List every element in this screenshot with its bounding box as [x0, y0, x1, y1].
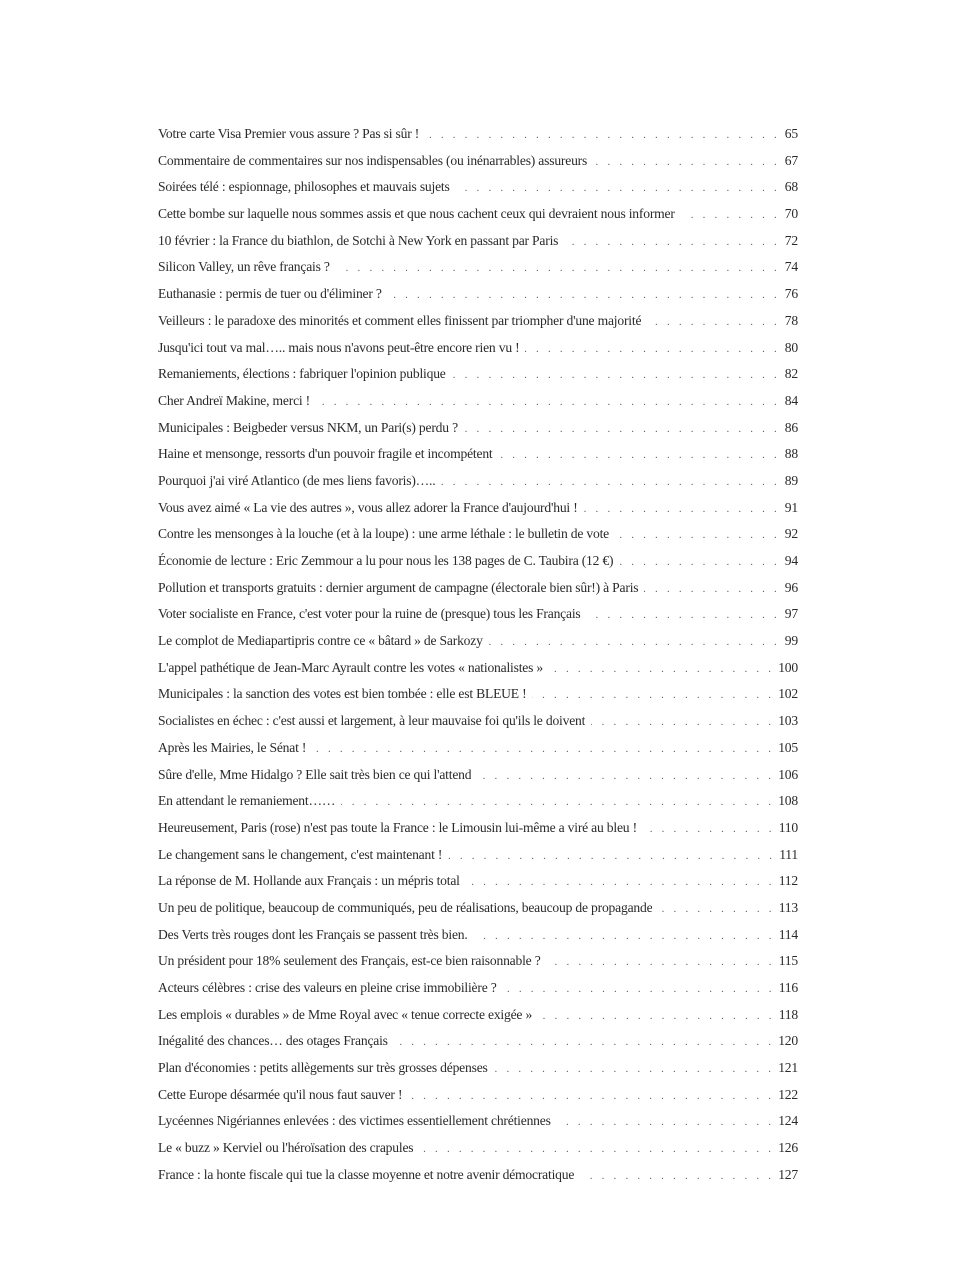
toc-dot-leader	[619, 549, 780, 576]
toc-entry	[158, 575, 798, 602]
toc-dot-leader	[591, 709, 774, 736]
toc-entry-page-number: 114	[778, 926, 798, 942]
toc-entry	[158, 388, 798, 415]
toc-entry	[158, 681, 798, 708]
toc-entry	[158, 468, 798, 495]
toc-dot-leader	[593, 149, 780, 176]
toc-entry-page-number: 102	[778, 686, 798, 702]
toc-entry	[158, 1162, 798, 1189]
toc-entry-page-number: 105	[778, 739, 798, 755]
toc-entry	[158, 1002, 798, 1029]
toc-entry-page-number: 76	[784, 286, 798, 302]
toc-entry-page-number: 112	[778, 873, 798, 889]
toc-entry-page-number: 110	[778, 819, 798, 835]
toc-entry	[158, 815, 798, 842]
toc-entry	[158, 655, 798, 682]
toc-entry-page-number: 122	[778, 1086, 798, 1102]
toc-entry-title: Les emplois « durables » de Mme Royal avec « tenue correcte exigée »	[158, 1006, 533, 1022]
toc-entry	[158, 548, 798, 575]
toc-entry-title: Vous avez aimé « La vie des autres », vous allez adorer la France d'aujourd'hui !	[158, 499, 578, 515]
toc-entry-title: En attendant le remaniement……	[158, 793, 336, 809]
toc-dot-leader	[489, 629, 780, 656]
toc-entry-page-number: 78	[784, 312, 798, 328]
toc-dot-leader	[336, 255, 780, 282]
toc-entry-title: Après les Mairies, le Sénat !	[158, 739, 307, 755]
toc-dot-leader	[658, 896, 774, 923]
toc-dot-leader	[615, 522, 780, 549]
toc-entry-title: Cette bombe sur laquelle nous sommes assis et que nous cachent ceux qui devraient nous informer	[158, 206, 675, 222]
toc-entry	[158, 1082, 798, 1109]
toc-entry	[158, 201, 798, 228]
toc-dot-leader	[341, 789, 774, 816]
toc-dot-leader	[316, 389, 780, 416]
toc-entry-page-number: 99	[784, 633, 798, 649]
toc-entry	[158, 601, 798, 628]
toc-entry-page-number: 113	[778, 899, 798, 915]
toc-entry	[158, 948, 798, 975]
toc-entry-title: Voter socialiste en France, c'est voter pour la ruine de (presque) tous les Français	[158, 606, 581, 622]
toc-entry-page-number: 72	[784, 232, 798, 248]
toc-entry	[158, 868, 798, 895]
toc-entry-title: Euthanasie : permis de tuer ou d'éliminer ?	[158, 286, 382, 302]
toc-entry	[158, 335, 798, 362]
toc-entry	[158, 762, 798, 789]
toc-entry-page-number: 92	[784, 526, 798, 542]
toc-entry-title: France : la honte fiscale qui tue la classe moyenne et notre avenir démocratique	[158, 1166, 575, 1182]
toc-entry-title: Pourquoi j'ai viré Atlantico (de mes liens favoris)…..	[158, 472, 436, 488]
toc-entry-page-number: 126	[778, 1140, 798, 1156]
toc-dot-leader	[580, 1163, 774, 1190]
toc-entry-page-number: 115	[778, 953, 798, 969]
toc-dot-leader	[584, 496, 780, 523]
toc-dot-leader	[474, 923, 775, 950]
toc-entry	[158, 735, 798, 762]
toc-dot-leader	[644, 576, 780, 603]
toc-entry	[158, 254, 798, 281]
toc-entry	[158, 281, 798, 308]
toc-entry	[158, 415, 798, 442]
toc-entry-title: Un président pour 18% seulement des Français, est-ce bien raisonnable ?	[158, 953, 541, 969]
toc-dot-leader	[456, 175, 780, 202]
toc-entry-title: Jusqu'ici tout va mal….. mais nous n'avons peut-être encore rien vu !	[158, 339, 520, 355]
toc-entry-title: Des Verts très rouges dont les Français se passent très bien.	[158, 926, 468, 942]
toc-entry-title: Le changement sans le changement, c'est maintenant !	[158, 846, 443, 862]
toc-entry	[158, 895, 798, 922]
toc-entry-title: Veilleurs : le paradoxe des minorités et comment elles finissent par triompher d'une majorité	[158, 312, 642, 328]
toc-entry	[158, 842, 798, 869]
toc-entry	[158, 628, 798, 655]
toc-entry-title: Économie de lecture : Eric Zemmour a lu pour nous les 138 pages de C. Taubira (12 €)	[158, 553, 614, 568]
toc-entry-title: Cette Europe désarmée qu'il nous faut sauver !	[158, 1086, 403, 1102]
toc-entry-page-number: 82	[784, 366, 798, 382]
toc-entry-title: Cher Andreï Makine, merci !	[158, 392, 311, 408]
toc-dot-leader	[441, 469, 780, 496]
toc-entry-page-number: 65	[784, 126, 798, 141]
toc-dot-leader	[503, 976, 775, 1003]
toc-entry	[158, 121, 798, 148]
toc-entry-title: Le « buzz » Kerviel ou l'héroïsation des crapules	[158, 1140, 414, 1156]
toc-entry-page-number: 127	[778, 1166, 798, 1182]
toc-entry	[158, 1135, 798, 1162]
toc-entry-title: Le complot de Mediapartipris contre ce « bâtard » de Sarkozy	[158, 633, 483, 649]
toc-entry-title: Haine et mensonge, ressorts d'un pouvoir fragile et incompétent	[158, 446, 493, 462]
toc-dot-leader	[557, 1109, 775, 1136]
toc-entry	[158, 1108, 798, 1135]
toc-dot-leader	[587, 602, 780, 629]
toc-entry-title: Votre carte Visa Premier vous assure ? Pas si sûr !	[158, 126, 420, 141]
toc-entry-title: Sûre d'elle, Mme Hidalgo ? Elle sait très bien ce qui l'attend	[158, 766, 472, 782]
toc-entry-page-number: 120	[778, 1033, 798, 1049]
toc-entry	[158, 922, 798, 949]
toc-dot-leader	[419, 1136, 774, 1163]
toc-entry	[158, 361, 798, 388]
toc-dot-leader	[466, 869, 775, 896]
toc-entry-page-number: 106	[778, 766, 798, 782]
toc-dot-leader	[452, 362, 780, 389]
toc-entry-page-number: 74	[784, 259, 798, 275]
toc-entry-page-number: 88	[784, 446, 798, 462]
toc-entry-page-number: 121	[778, 1060, 798, 1076]
toc-dot-leader	[312, 736, 774, 763]
toc-entry-page-number: 80	[784, 339, 798, 355]
toc-entry-page-number: 116	[778, 980, 798, 995]
toc-dot-leader	[525, 336, 780, 363]
toc-entry-page-number: 97	[784, 606, 798, 622]
toc-entry-title: Heureusement, Paris (rose) n'est pas toute la France : le Limousin lui-même a viré au bleu !	[158, 819, 637, 835]
toc-entry-title: Un peu de politique, beaucoup de communiqués, peu de réalisations, beaucoup de propagande	[158, 899, 653, 915]
toc-dot-leader	[494, 1056, 775, 1083]
toc-entry-page-number: 91	[784, 499, 798, 515]
toc-entry-page-number: 89	[784, 472, 798, 488]
toc-entry	[158, 148, 798, 175]
toc-dot-leader	[448, 843, 775, 870]
toc-entry	[158, 1028, 798, 1055]
table-of-contents	[158, 121, 798, 1189]
toc-entry	[158, 441, 798, 468]
toc-dot-leader	[681, 202, 780, 229]
toc-entry-title: Acteurs célèbres : crise des valeurs en pleine crise immobilière ?	[158, 980, 497, 995]
toc-dot-leader	[464, 416, 780, 443]
toc-entry-title: 10 février : la France du biathlon, de Sotchi à New York en passant par Paris	[158, 232, 559, 248]
toc-entry	[158, 1055, 798, 1082]
toc-dot-leader	[549, 656, 774, 683]
toc-dot-leader	[647, 309, 780, 336]
toc-entry	[158, 708, 798, 735]
toc-entry-page-number: 118	[778, 1006, 798, 1022]
toc-entry-title: L'appel pathétique de Jean-Marc Ayrault contre les votes « nationalistes »	[158, 659, 544, 675]
toc-entry-page-number: 100	[778, 659, 798, 675]
toc-entry-title: Remaniements, élections : fabriquer l'opinion publique	[158, 366, 446, 382]
toc-entry-page-number: 111	[779, 846, 798, 862]
toc-entry-page-number: 108	[778, 793, 798, 809]
toc-dot-leader	[538, 1003, 775, 1030]
toc-entry-page-number: 68	[784, 179, 798, 195]
toc-dot-leader	[425, 122, 780, 149]
toc-entry-title: Inégalité des chances… des otages Français	[158, 1033, 388, 1049]
toc-entry-page-number: 67	[784, 152, 798, 168]
toc-entry-page-number: 96	[784, 579, 798, 595]
toc-dot-leader	[394, 1029, 774, 1056]
toc-entry-title: Plan d'économies : petits allègements sur très grosses dépenses	[158, 1060, 488, 1076]
toc-dot-leader	[547, 949, 775, 976]
toc-dot-leader	[643, 816, 775, 843]
toc-dot-leader	[477, 763, 774, 790]
toc-entry	[158, 174, 798, 201]
toc-dot-leader	[499, 442, 780, 469]
toc-entry-page-number: 124	[778, 1113, 798, 1129]
toc-entry-title: Lycéennes Nigériannes enlevées : des victimes essentiellement chrétiennes	[158, 1113, 551, 1129]
toc-entry-page-number: 84	[784, 392, 798, 408]
toc-entry-title: Contre les mensonges à la louche (et à la loupe) : une arme léthale : le bulletin de vote	[158, 526, 610, 542]
toc-entry-title: Socialistes en échec : c'est aussi et largement, à leur mauvaise foi qu'ils le doivent	[158, 713, 586, 729]
toc-entry-title: Municipales : la sanction des votes est bien tombée : elle est BLEUE !	[158, 686, 527, 702]
toc-entry-page-number: 94	[784, 553, 798, 568]
toc-entry-title: Commentaire de commentaires sur nos indispensables (ou inénarrables) assureurs	[158, 152, 588, 168]
toc-entry	[158, 788, 798, 815]
toc-entry-title: Soirées télé : espionnage, philosophes et mauvais sujets	[158, 179, 450, 195]
toc-dot-leader	[408, 1083, 774, 1110]
toc-entry	[158, 308, 798, 335]
toc-entry-page-number: 86	[784, 419, 798, 435]
toc-entry-title: La réponse de M. Hollande aux Français : un mépris total	[158, 873, 460, 889]
toc-entry	[158, 521, 798, 548]
toc-dot-leader	[388, 282, 780, 309]
toc-dot-leader	[564, 229, 780, 256]
toc-entry	[158, 975, 798, 1002]
toc-entry	[158, 495, 798, 522]
toc-entry-page-number: 70	[784, 206, 798, 222]
toc-entry-page-number: 103	[778, 713, 798, 729]
toc-entry-title: Municipales : Beigbeder versus NKM, un Pari(s) perdu ?	[158, 419, 458, 435]
toc-dot-leader	[532, 682, 774, 709]
toc-entry-title: Pollution et transports gratuits : dernier argument de campagne (électorale bien sûr!) à Paris	[158, 579, 639, 595]
toc-entry-title: Silicon Valley, un rêve français ?	[158, 259, 330, 275]
toc-entry	[158, 228, 798, 255]
